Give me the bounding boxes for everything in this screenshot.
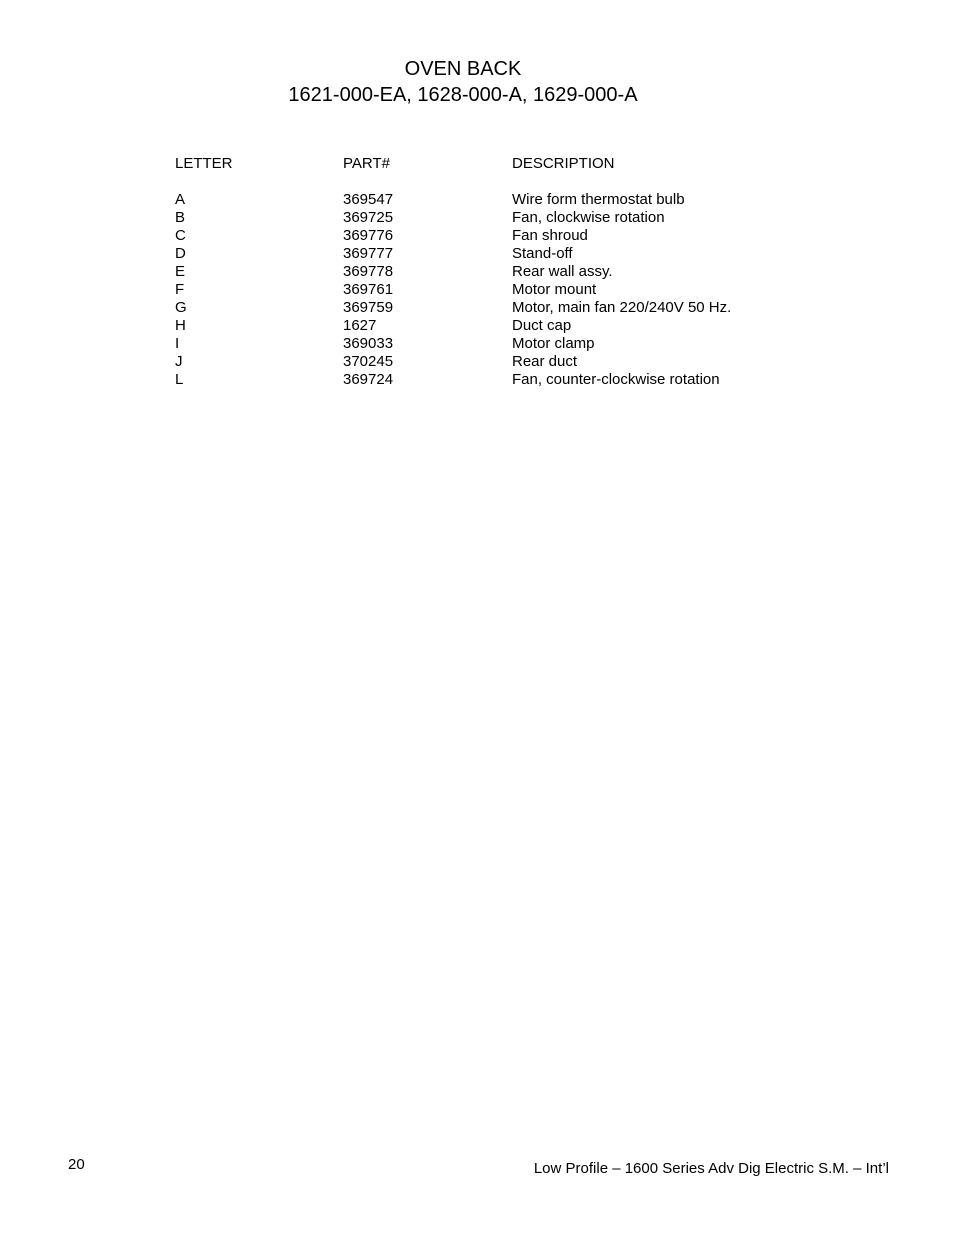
row-letter: B [175,209,186,226]
row-letter: D [175,245,186,262]
row-letter: I [175,335,180,352]
row-letter: C [175,227,186,244]
column-header-letter: LETTER [175,155,233,172]
row-part-number: 1627 [343,317,377,334]
row-letter: J [175,353,183,370]
row-description: Fan, clockwise rotation [512,209,665,226]
row-part-number: 369724 [343,371,394,388]
row-part-number: 369778 [343,263,394,280]
row-part-number: 369777 [343,245,394,262]
row-letter: F [175,281,185,298]
row-description: Stand-off [512,245,573,262]
row-letter: A [175,191,186,208]
row-part-number: 369725 [343,209,394,226]
model-numbers: 1621-000-EA, 1628-000-A, 1629-000-A [288,84,638,106]
footer-document-title: Low Profile – 1600 Series Adv Dig Electric S.M. – Int’l [533,1160,889,1177]
row-description: Fan, counter-clockwise rotation [512,371,720,388]
row-part-number: 369547 [343,191,394,208]
row-description: Rear wall assy. [512,263,613,280]
row-part-number: 370245 [343,353,394,370]
row-letter: L [175,371,184,388]
row-description: Motor mount [512,281,597,298]
row-part-number: 369033 [343,335,394,352]
column-header-part: PART# [343,155,390,172]
row-description: Wire form thermostat bulb [512,191,685,208]
row-part-number: 369761 [343,281,394,298]
row-part-number: 369759 [343,299,394,316]
page-title: OVEN BACK [404,58,522,80]
row-description: Duct cap [512,317,572,334]
row-description: Motor clamp [512,335,595,352]
row-letter: G [175,299,187,316]
column-header-description: DESCRIPTION [512,155,615,172]
row-description: Motor, main fan 220/240V 50 Hz. [512,299,732,316]
row-letter: E [175,263,186,280]
row-letter: H [175,317,186,334]
row-description: Fan shroud [512,227,588,244]
page-number: 20 [68,1156,85,1173]
row-description: Rear duct [512,353,578,370]
row-part-number: 369776 [343,227,394,244]
